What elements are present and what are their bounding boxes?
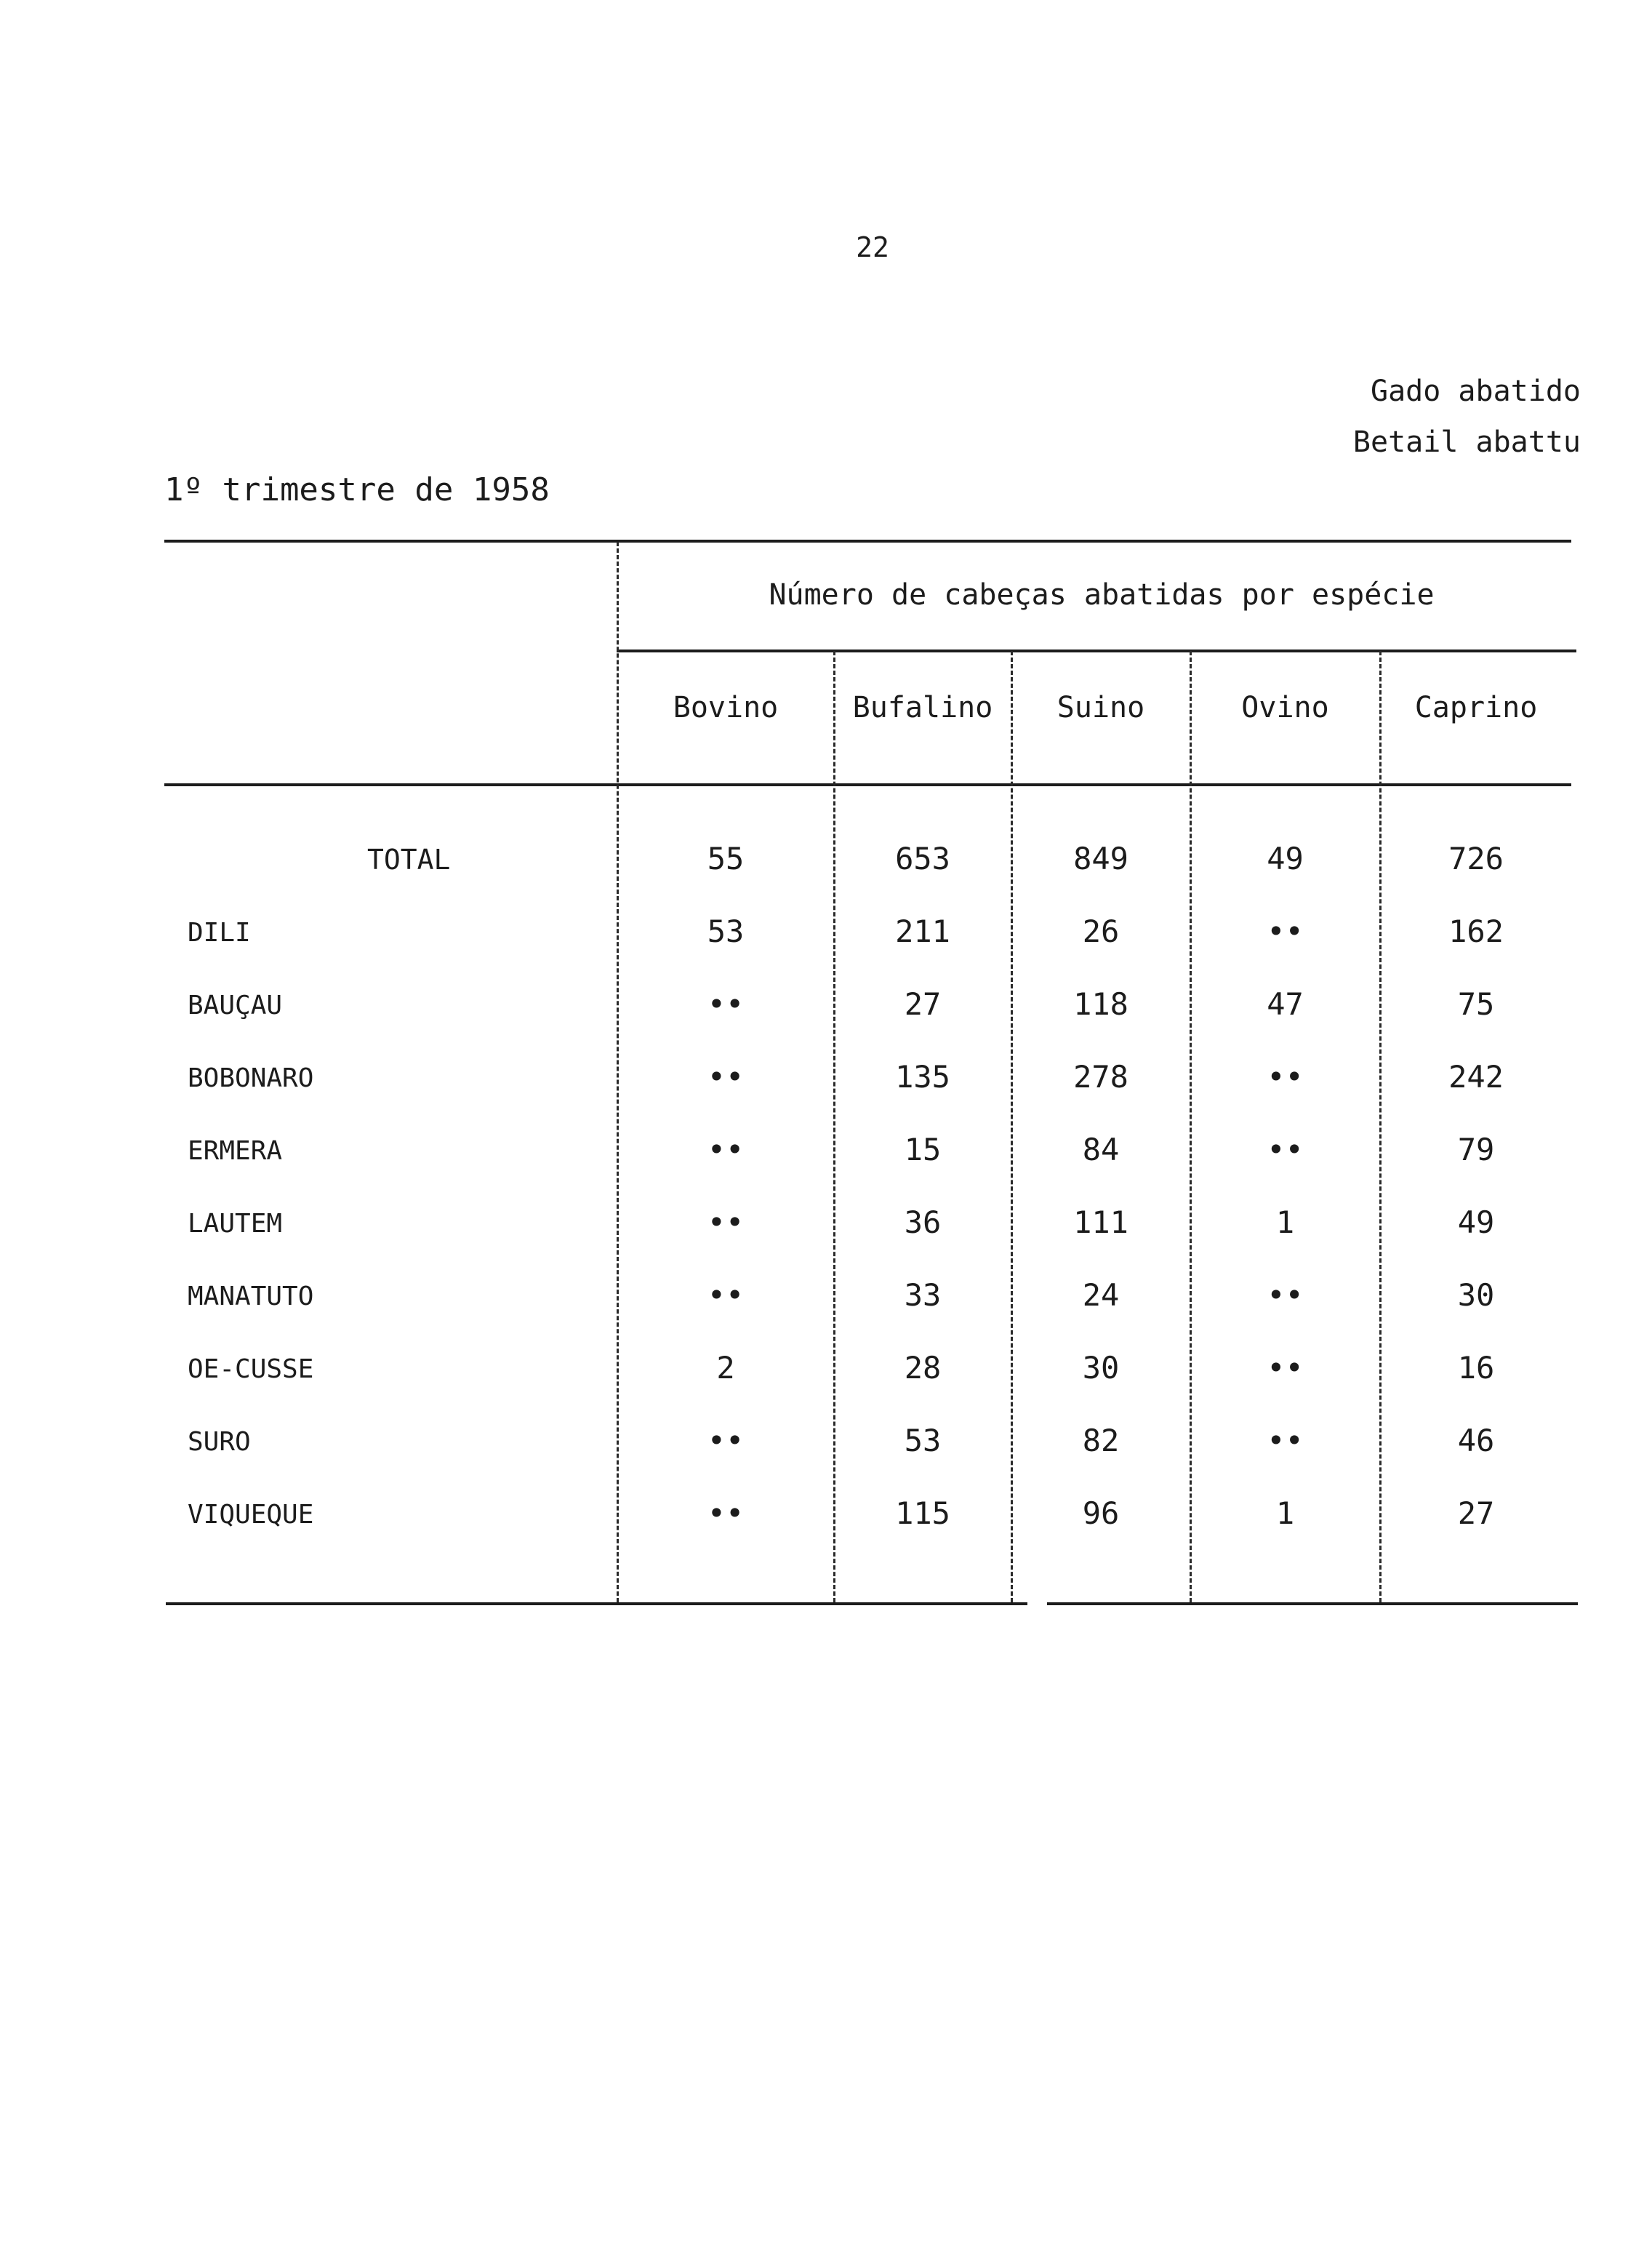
row-label: ERMERA (188, 1136, 283, 1166)
group-header-rule (617, 650, 1576, 652)
cell: 46 (1457, 1423, 1495, 1458)
cell: 849 (1073, 841, 1128, 876)
cell: •• (707, 1132, 745, 1167)
cell: 15 (904, 1132, 942, 1167)
cell: •• (707, 1204, 745, 1240)
cell: 653 (895, 841, 950, 876)
row-label: TOTAL (367, 844, 451, 876)
cell: 27 (904, 986, 942, 1022)
cell: 28 (904, 1350, 942, 1386)
cell: •• (1267, 1277, 1304, 1313)
cell: 33 (904, 1277, 942, 1313)
cell: 16 (1457, 1350, 1495, 1386)
cell: 1 (1275, 1204, 1295, 1240)
row-label: MANATUTO (188, 1282, 314, 1311)
cell: 162 (1448, 914, 1504, 949)
cell: 53 (707, 914, 745, 949)
column-divider (1190, 651, 1192, 1602)
cell: •• (1267, 1059, 1304, 1095)
row-label: VIQUEQUE (188, 1500, 314, 1530)
cell: 1 (1275, 1495, 1295, 1531)
cell: 30 (1457, 1277, 1495, 1313)
column-header-rule (164, 783, 1571, 786)
row-label: DILI (188, 918, 251, 948)
cell: 53 (904, 1423, 942, 1458)
cell: •• (1267, 1423, 1304, 1458)
title-french: Betail abattu (1352, 425, 1581, 459)
cell: 36 (904, 1204, 942, 1240)
row-label: LAUTEM (188, 1209, 283, 1239)
table-top-rule (164, 540, 1571, 543)
title-portuguese: Gado abatido (1371, 375, 1581, 408)
cell: 242 (1448, 1059, 1504, 1095)
cell: •• (707, 1277, 745, 1313)
cell: 135 (895, 1059, 950, 1095)
table-bottom-rule-right (1047, 1602, 1578, 1605)
cell: 96 (1082, 1495, 1120, 1531)
column-header-bovino: Bovino (673, 691, 779, 724)
cell: 75 (1457, 986, 1495, 1022)
row-label: BAUÇAU (188, 991, 283, 1020)
cell: •• (1267, 914, 1304, 949)
cell: 211 (895, 914, 950, 949)
cell: •• (707, 1423, 745, 1458)
cell: •• (707, 1059, 745, 1095)
row-label: BOBONARO (188, 1063, 314, 1093)
cell: 115 (895, 1495, 950, 1531)
row-label: SURO (188, 1427, 251, 1457)
cell: 84 (1082, 1132, 1120, 1167)
row-label: OE-CUSSE (188, 1354, 314, 1384)
cell: 26 (1082, 914, 1120, 949)
column-divider (833, 651, 835, 1602)
cell: 47 (1267, 986, 1304, 1022)
page-number: 22 (856, 231, 889, 263)
cell: 49 (1457, 1204, 1495, 1240)
column-header-caprino: Caprino (1414, 691, 1538, 724)
column-header-ovino: Ovino (1241, 691, 1329, 724)
cell: •• (707, 986, 745, 1022)
cell: 30 (1082, 1350, 1120, 1386)
cell: 118 (1073, 986, 1128, 1022)
cell: •• (1267, 1350, 1304, 1386)
cell: 111 (1073, 1204, 1128, 1240)
cell: 726 (1448, 841, 1504, 876)
table-bottom-rule-left (166, 1602, 1027, 1605)
cell: •• (1267, 1132, 1304, 1167)
cell: 24 (1082, 1277, 1120, 1313)
column-header-bufalino: Bufalino (852, 691, 993, 724)
period-label: 1º trimestre de 1958 (164, 471, 550, 508)
cell: •• (707, 1495, 745, 1531)
cell: 79 (1457, 1132, 1495, 1167)
cell: 55 (707, 841, 745, 876)
column-divider (1379, 651, 1382, 1602)
cell: 27 (1457, 1495, 1495, 1531)
column-divider (1011, 651, 1013, 1602)
group-header: Número de cabeças abatidas por espécie (769, 578, 1435, 612)
cell: 49 (1267, 841, 1304, 876)
cell: 278 (1073, 1059, 1128, 1095)
cell: 2 (716, 1350, 735, 1386)
column-header-suino: Suino (1056, 691, 1145, 724)
cell: 82 (1082, 1423, 1120, 1458)
